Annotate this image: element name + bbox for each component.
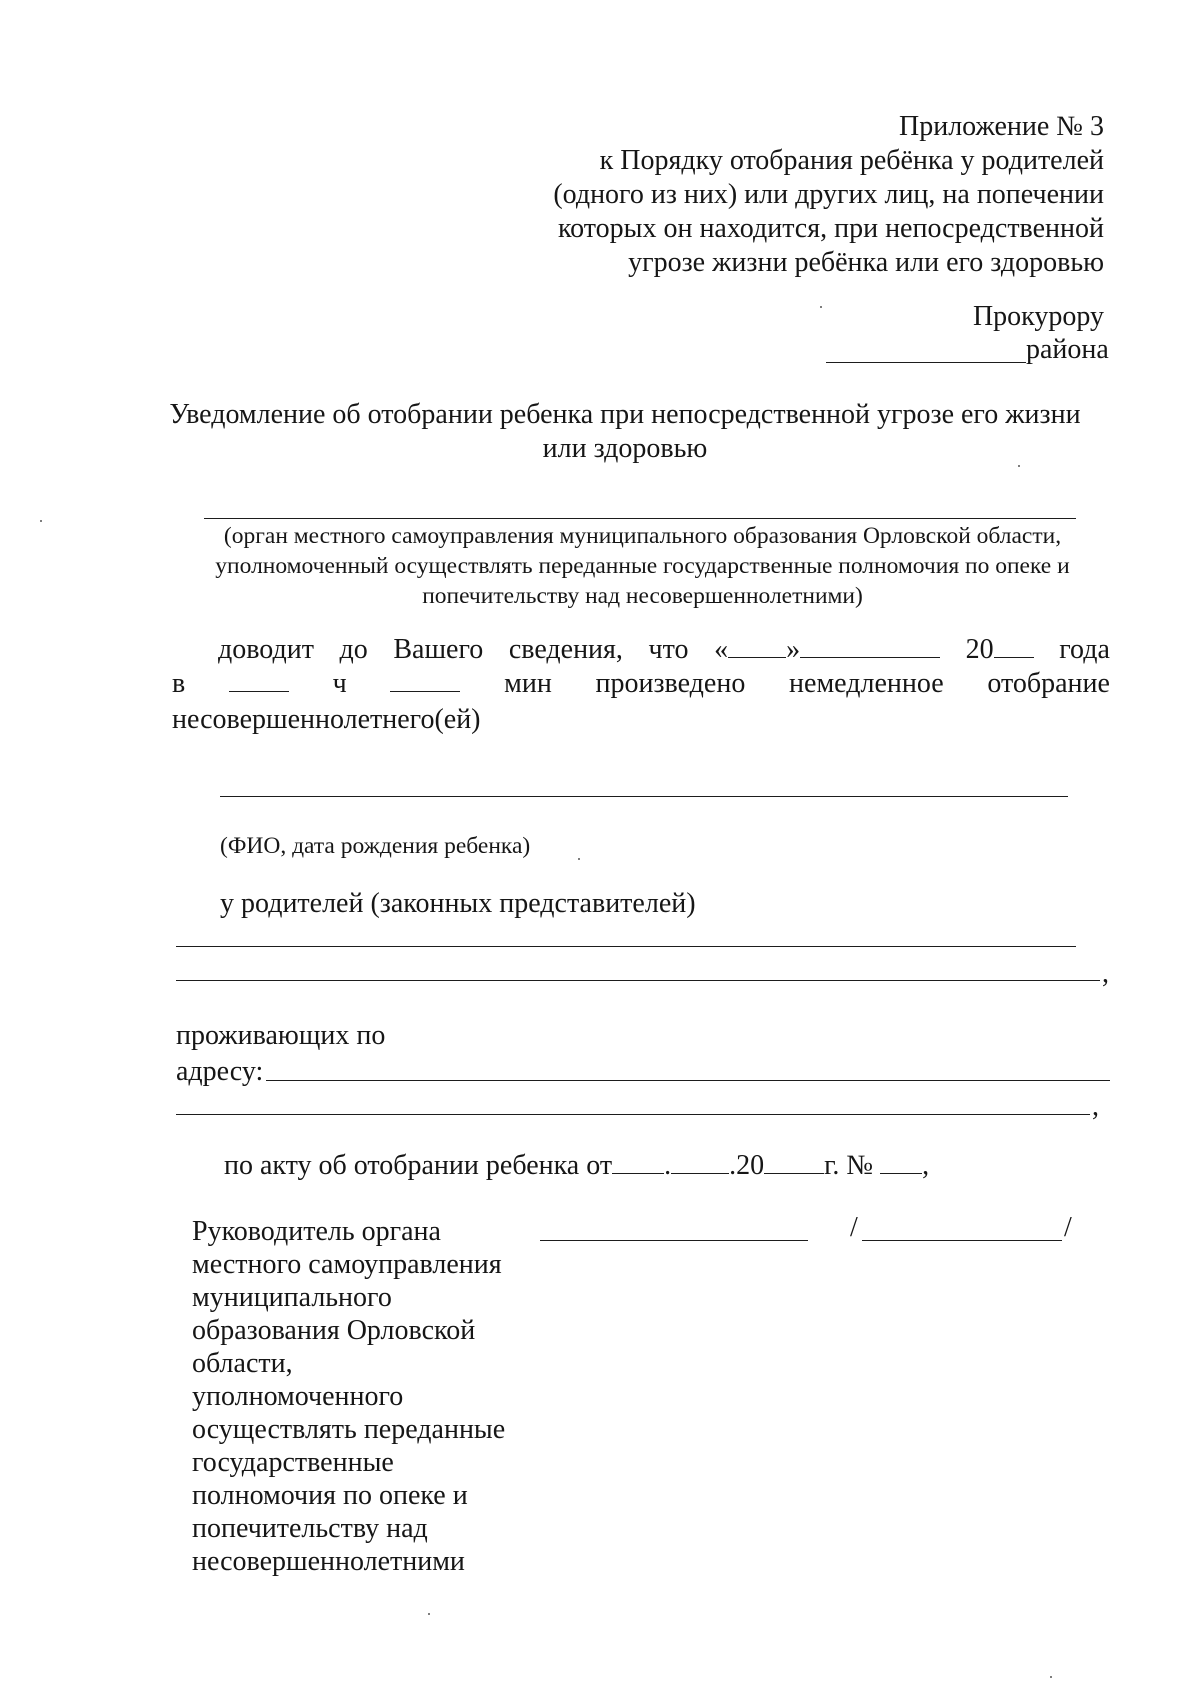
body-word: доводит — [218, 634, 314, 665]
district-blank-line[interactable] — [826, 362, 1026, 363]
signatory-line: государственные — [192, 1447, 394, 1478]
district-label: района — [1026, 334, 1109, 365]
scan-speck — [40, 520, 42, 522]
act-year-blank[interactable] — [764, 1151, 824, 1174]
act-number-blank[interactable] — [880, 1151, 922, 1174]
appendix-line: которых он находится, при непосредственной — [557, 213, 1104, 244]
residence-label-2: адресу: — [176, 1056, 264, 1087]
signatory-line: осуществлять переданные — [192, 1414, 506, 1445]
title-line-2: или здоровью — [542, 433, 708, 464]
signatory-line: полномочия по опеке и — [192, 1480, 468, 1511]
address-blank-line-1[interactable] — [266, 1080, 1110, 1081]
act-dot: . — [664, 1150, 672, 1181]
body-word: произведено — [595, 668, 746, 699]
parents-label: у родителей (законных представителей) — [220, 888, 696, 919]
body-word: в — [172, 668, 186, 699]
signatory-line: уполномоченного — [192, 1381, 404, 1412]
child-blank-line[interactable] — [220, 796, 1068, 797]
organ-caption-line-3: попечительству над несовершеннолетними) — [422, 583, 863, 609]
body-row-1 — [218, 633, 1110, 667]
comma: , — [1092, 1091, 1099, 1122]
organ-blank-line[interactable] — [204, 518, 1076, 519]
parents-blank-line-2[interactable] — [176, 980, 1100, 981]
address-blank-line-2[interactable] — [176, 1114, 1090, 1115]
act-comma: , — [922, 1150, 930, 1181]
signatory-line: образования Орловской — [192, 1315, 476, 1346]
scan-speck — [578, 858, 580, 860]
signatory-line: муниципального — [192, 1282, 392, 1313]
scan-speck — [820, 306, 822, 308]
body-word: мин — [504, 668, 552, 699]
quote-close: » — [786, 634, 801, 665]
body-row-3: несовершеннолетнего(ей) — [172, 704, 481, 735]
scan-speck — [1050, 1676, 1052, 1678]
addressee-title: Прокурору — [972, 301, 1104, 332]
body-row-2 — [172, 667, 1110, 701]
appendix-number: Приложение № 3 — [899, 111, 1104, 142]
signatory-line: несовершеннолетними — [192, 1546, 465, 1577]
organ-caption-line-2: уполномоченный осуществлять переданные государственные полномочия по опеке и — [215, 553, 1070, 579]
body-word: немедленное — [789, 668, 944, 699]
signatory-line: местного самоуправления — [192, 1249, 502, 1280]
hour-label: ч — [332, 668, 347, 699]
year-label: года — [1059, 634, 1110, 665]
signature-blank-line[interactable] — [540, 1240, 808, 1241]
body-word: Вашего — [393, 634, 484, 665]
body-word: до — [339, 634, 368, 665]
year-prefix: 20 — [965, 634, 994, 665]
body-word: что — [648, 634, 689, 665]
signatory-line: Руководитель органа — [192, 1216, 441, 1247]
parents-blank-line-1[interactable] — [176, 946, 1076, 947]
date-field-group — [714, 633, 940, 667]
name-slash-left: / — [850, 1212, 858, 1243]
body-word: сведения, — [508, 634, 623, 665]
act-month-blank[interactable] — [671, 1151, 729, 1174]
day-blank[interactable] — [728, 635, 786, 658]
signatory-line: попечительству над — [192, 1513, 428, 1544]
quote-open: « — [714, 634, 729, 665]
act-line — [224, 1149, 929, 1183]
scan-speck — [428, 1613, 430, 1615]
month-blank[interactable] — [800, 635, 940, 658]
child-caption: (ФИО, дата рождения ребенка) — [220, 833, 531, 859]
comma: , — [1102, 958, 1109, 989]
name-blank-line[interactable] — [862, 1240, 1062, 1241]
year-field-group — [966, 633, 1034, 667]
year-blank[interactable] — [994, 635, 1034, 658]
body-word: отобрание — [987, 668, 1110, 699]
appendix-line: угрозе жизни ребёнка или его здоровью — [628, 247, 1104, 278]
act-year: .20 — [729, 1150, 765, 1181]
act-day-blank[interactable] — [612, 1151, 664, 1174]
appendix-line: (одного из них) или других лиц, на попечении — [553, 179, 1104, 210]
minute-blank[interactable] — [390, 669, 460, 692]
title-line-1: Уведомление об отобрании ребенка при непосредственной угрозе его жизни — [169, 399, 1081, 430]
signatory-line: области, — [192, 1348, 293, 1379]
act-prefix: по акту об отобрании ребенка от — [224, 1150, 613, 1181]
scan-speck — [1018, 465, 1020, 467]
hour-blank[interactable] — [229, 669, 289, 692]
name-slash-right: / — [1064, 1212, 1072, 1243]
organ-caption-line-1: (орган местного самоуправления муниципального образования Орловской области, — [223, 523, 1062, 549]
appendix-line: к Порядку отобрания ребёнка у родителей — [599, 145, 1104, 176]
residence-label-1: проживающих по — [176, 1020, 386, 1051]
act-number-label: г. № — [824, 1150, 874, 1181]
